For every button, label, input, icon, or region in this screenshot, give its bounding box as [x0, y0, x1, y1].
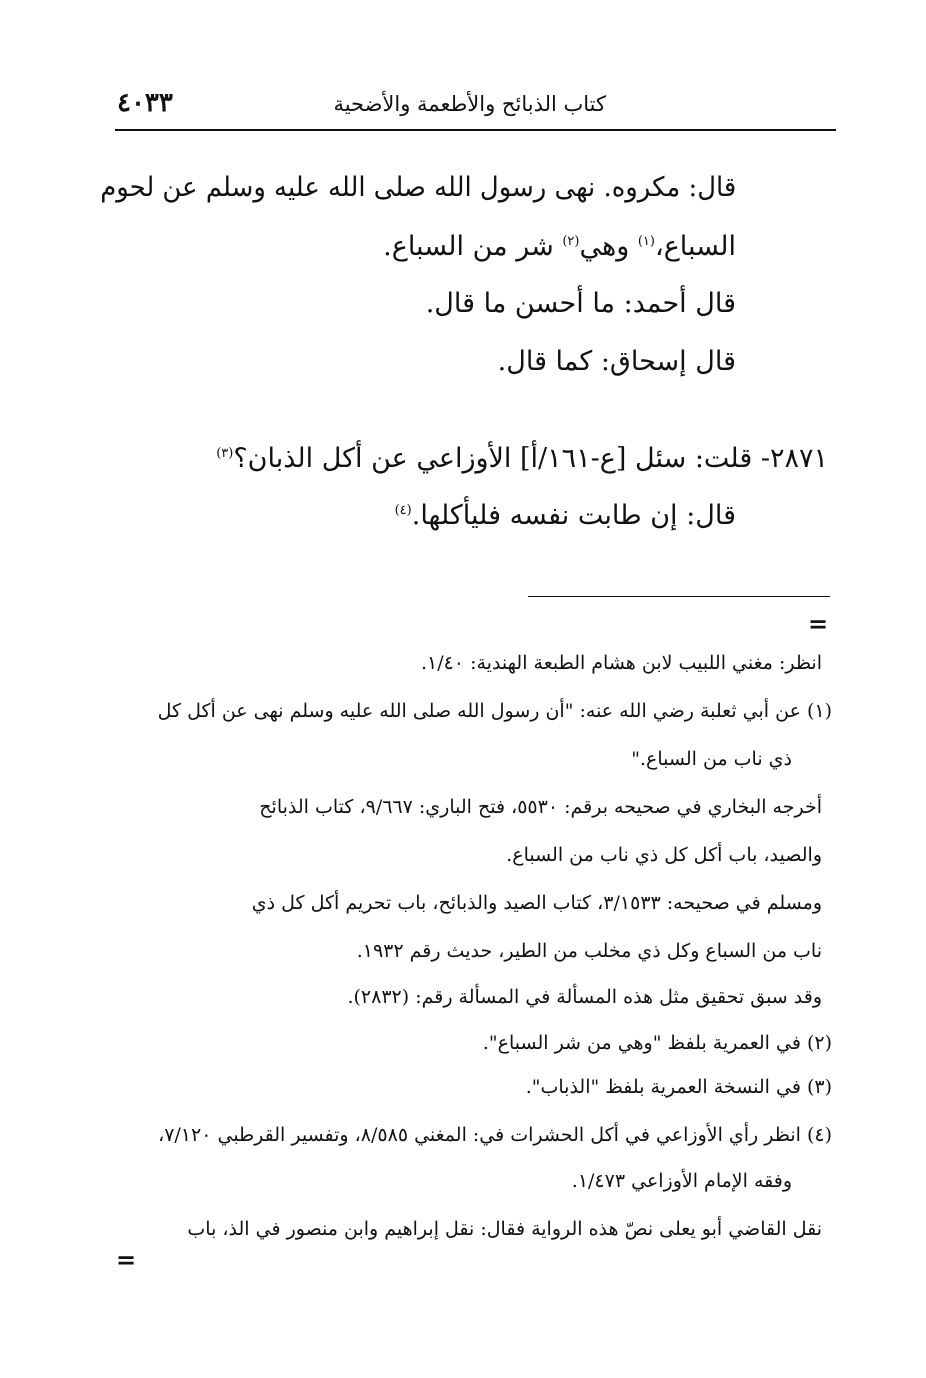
footnote-ref-4: (٤) [394, 503, 412, 518]
footnote-line: والصيد، باب أكل كل ذي ناب من السباع. [506, 844, 822, 866]
footnote-line: ومسلم في صحيحه: ٣/١٥٣٣، كتاب الصيد والذبائح، باب تحريم أكل كل ذي [251, 892, 822, 914]
footnote-line: ذي ناب من السباع." [631, 748, 792, 770]
footnote-line: (٢) في العمرية بلفظ "وهي من شر السباع". [482, 1032, 832, 1054]
footnote-line: انظر: مغني اللبيب لابن هشام الطبعة الهندية: ١/٤٠. [420, 652, 822, 674]
page-number: ٤٠٣٣ [117, 88, 173, 118]
issue-2871 [216, 443, 828, 474]
text-fragment: وهي [579, 231, 630, 262]
text-fragment: شر من السباع. [383, 231, 554, 262]
continuation-mark-bottom: = [116, 1245, 137, 1274]
footnote-ref-3: (٣) [216, 446, 234, 461]
chapter-title: كتاب الذبائح والأطعمة والأضحية [333, 92, 606, 116]
text-fragment: السباع، [654, 231, 736, 262]
footnote-line: وفقه الإمام الأوزاعي ١/٤٧٣. [571, 1170, 792, 1192]
footnote-line: أخرجه البخاري في صحيحه برقم: ٥٥٣٠، فتح الباري: ٩/٦٦٧، كتاب الذبائح [259, 796, 822, 818]
footnote-line: (١) عن أبي ثعلبة رضي الله عنه: "أن رسول الله صلى الله عليه وسلم نهى عن أكل كل [157, 700, 832, 722]
issue-text: ٢٨٧١- قلت: سئل [ع-١٦١/أ] الأوزاعي عن أكل الذبان؟ [233, 443, 828, 474]
footnote-ref-2: (٢) [562, 234, 580, 249]
footnote-line: (٣) في النسخة العمرية بلفظ "الذباب". [525, 1076, 832, 1098]
footnote-line: وقد سبق تحقيق مثل هذه المسألة في المسألة رقم: (٢٨٣٢). [347, 986, 822, 1008]
footnote-line: (٤) انظر رأي الأوزاعي في أكل الحشرات في: المغني ٨/٥٨٥، وتفسير القرطبي ٧/١٢٠، [158, 1124, 832, 1146]
footnote-separator [528, 596, 830, 597]
running-header [115, 88, 836, 130]
answer-text: قال: إن طابت نفسه فليأكلها. [411, 500, 736, 531]
footnote-ref-1: (١) [637, 234, 655, 249]
header-rule [115, 129, 836, 131]
continuation-mark-top: = [808, 609, 829, 638]
footnote-line: نقل القاضي أبو يعلى نصّ هذه الرواية فقال: نقل إبراهيم وابن منصور في الذ، باب [187, 1218, 822, 1240]
footnote-line: ناب من السباع وكل ذي مخلب من الطير، حديث رقم ١٩٣٢. [356, 940, 822, 962]
text-line-3: قال أحمد: ما أحسن ما قال. [425, 288, 736, 319]
text-line-2 [383, 231, 736, 262]
text-line-4: قال إسحاق: كما قال. [497, 346, 736, 377]
answer-line [395, 500, 736, 531]
text-line-1: قال: مكروه. نهى رسول الله صلى الله عليه وسلم عن لحوم [99, 172, 736, 203]
